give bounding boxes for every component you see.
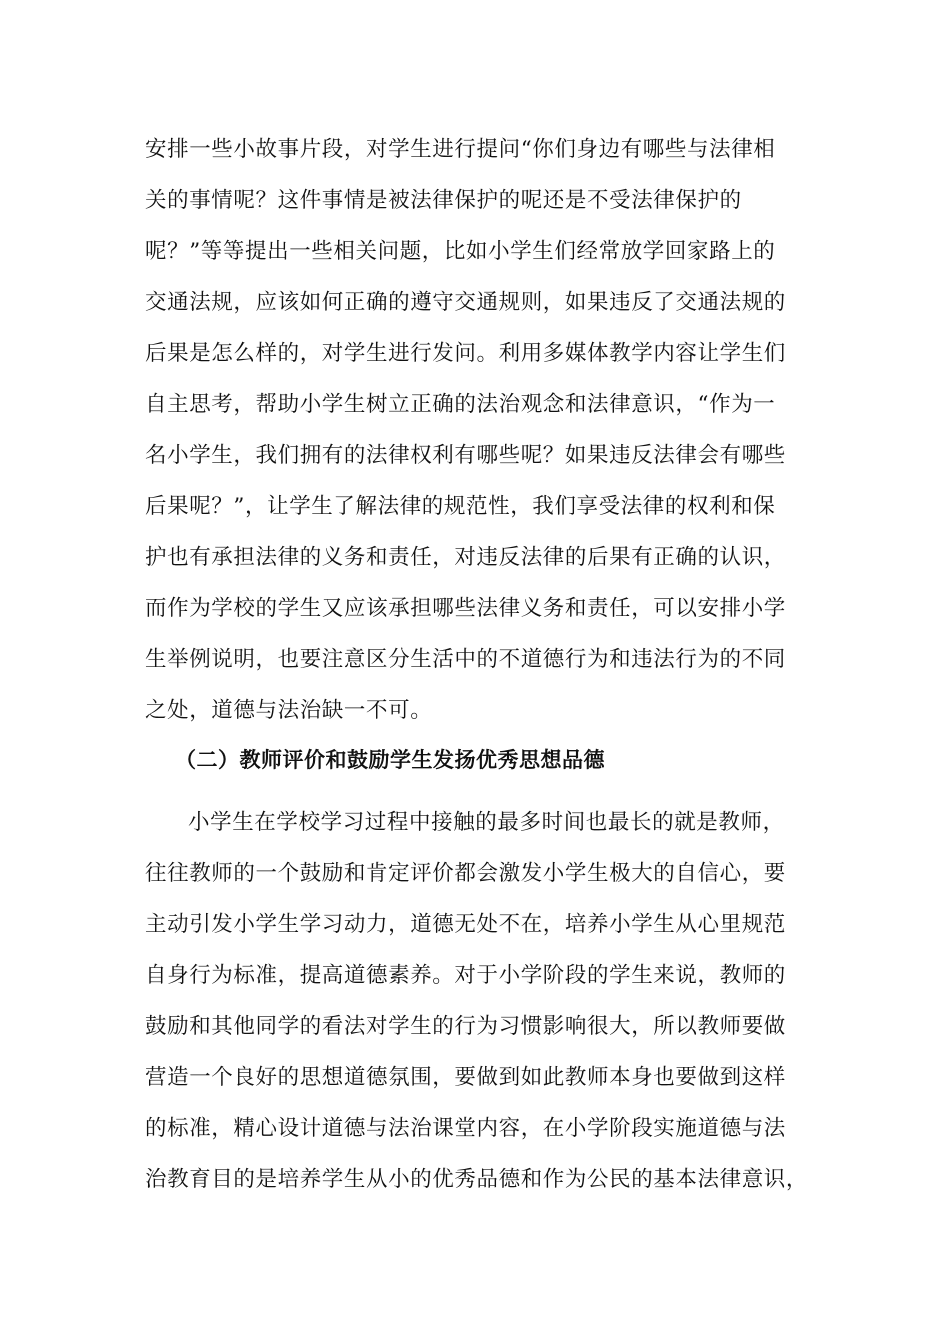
paragraph-line: 之处，道德与法治缺一不可。 bbox=[145, 698, 433, 723]
paragraph-line: 呢？”等等提出一些相关问题，比如小学生们经常放学回家路上的 bbox=[145, 239, 776, 264]
paragraph-line: 关的事情呢？这件事情是被法律保护的呢还是不受法律保护的 bbox=[145, 188, 742, 213]
paragraph-line: 而作为学校的学生又应该承担哪些法律义务和责任，可以安排小学 bbox=[145, 596, 786, 621]
paragraph-line: 往往教师的一个鼓励和肯定评价都会激发小学生极大的自信心，要 bbox=[145, 861, 786, 886]
paragraph-line: 小学生在学校学习过程中接触的最多时间也最长的就是教师， bbox=[188, 810, 785, 835]
paragraph-line: 的标准，精心设计道德与法治课堂内容，在小学阶段实施道德与法 bbox=[145, 1116, 786, 1141]
paragraph-line: 鼓励和其他同学的看法对学生的行为习惯影响很大，所以教师要做 bbox=[145, 1014, 786, 1039]
paragraph-line: 治教育目的是培养学生从小的优秀品德和作为公民的基本法律意识， bbox=[145, 1167, 809, 1192]
paragraph-line: 交通法规，应该如何正确的遵守交通规则，如果违反了交通法规的 bbox=[145, 290, 786, 315]
section-heading: （二）教师评价和鼓励学生发扬优秀思想品德 bbox=[175, 748, 605, 772]
paragraph-line: 营造一个良好的思想道德氛围，要做到如此教师本身也要做到这样 bbox=[145, 1065, 786, 1090]
paragraph-line: 名小学生，我们拥有的法律权利有哪些呢？如果违反法律会有哪些 bbox=[145, 443, 786, 468]
paragraph-line: 自身行为标准，提高道德素养。对于小学阶段的学生来说，教师的 bbox=[145, 963, 786, 988]
paragraph-line: 后果呢？”，让学生了解法律的规范性，我们享受法律的权利和保 bbox=[145, 494, 776, 519]
paragraph-line: 自主思考，帮助小学生树立正确的法治观念和法律意识，“作为一 bbox=[145, 392, 776, 417]
paragraph-line: 生举例说明，也要注意区分生活中的不道德行为和违法行为的不同 bbox=[145, 647, 786, 672]
paragraph-line: 安排一些小故事片段，对学生进行提问“你们身边有哪些与法律相 bbox=[145, 137, 776, 162]
paragraph-line: 主动引发小学生学习动力，道德无处不在，培养小学生从心里规范 bbox=[145, 912, 786, 937]
paragraph-line: 后果是怎么样的，对学生进行发问。利用多媒体教学内容让学生们 bbox=[145, 341, 786, 366]
paragraph-line: 护也有承担法律的义务和责任，对违反法律的后果有正确的认识， bbox=[145, 545, 786, 570]
